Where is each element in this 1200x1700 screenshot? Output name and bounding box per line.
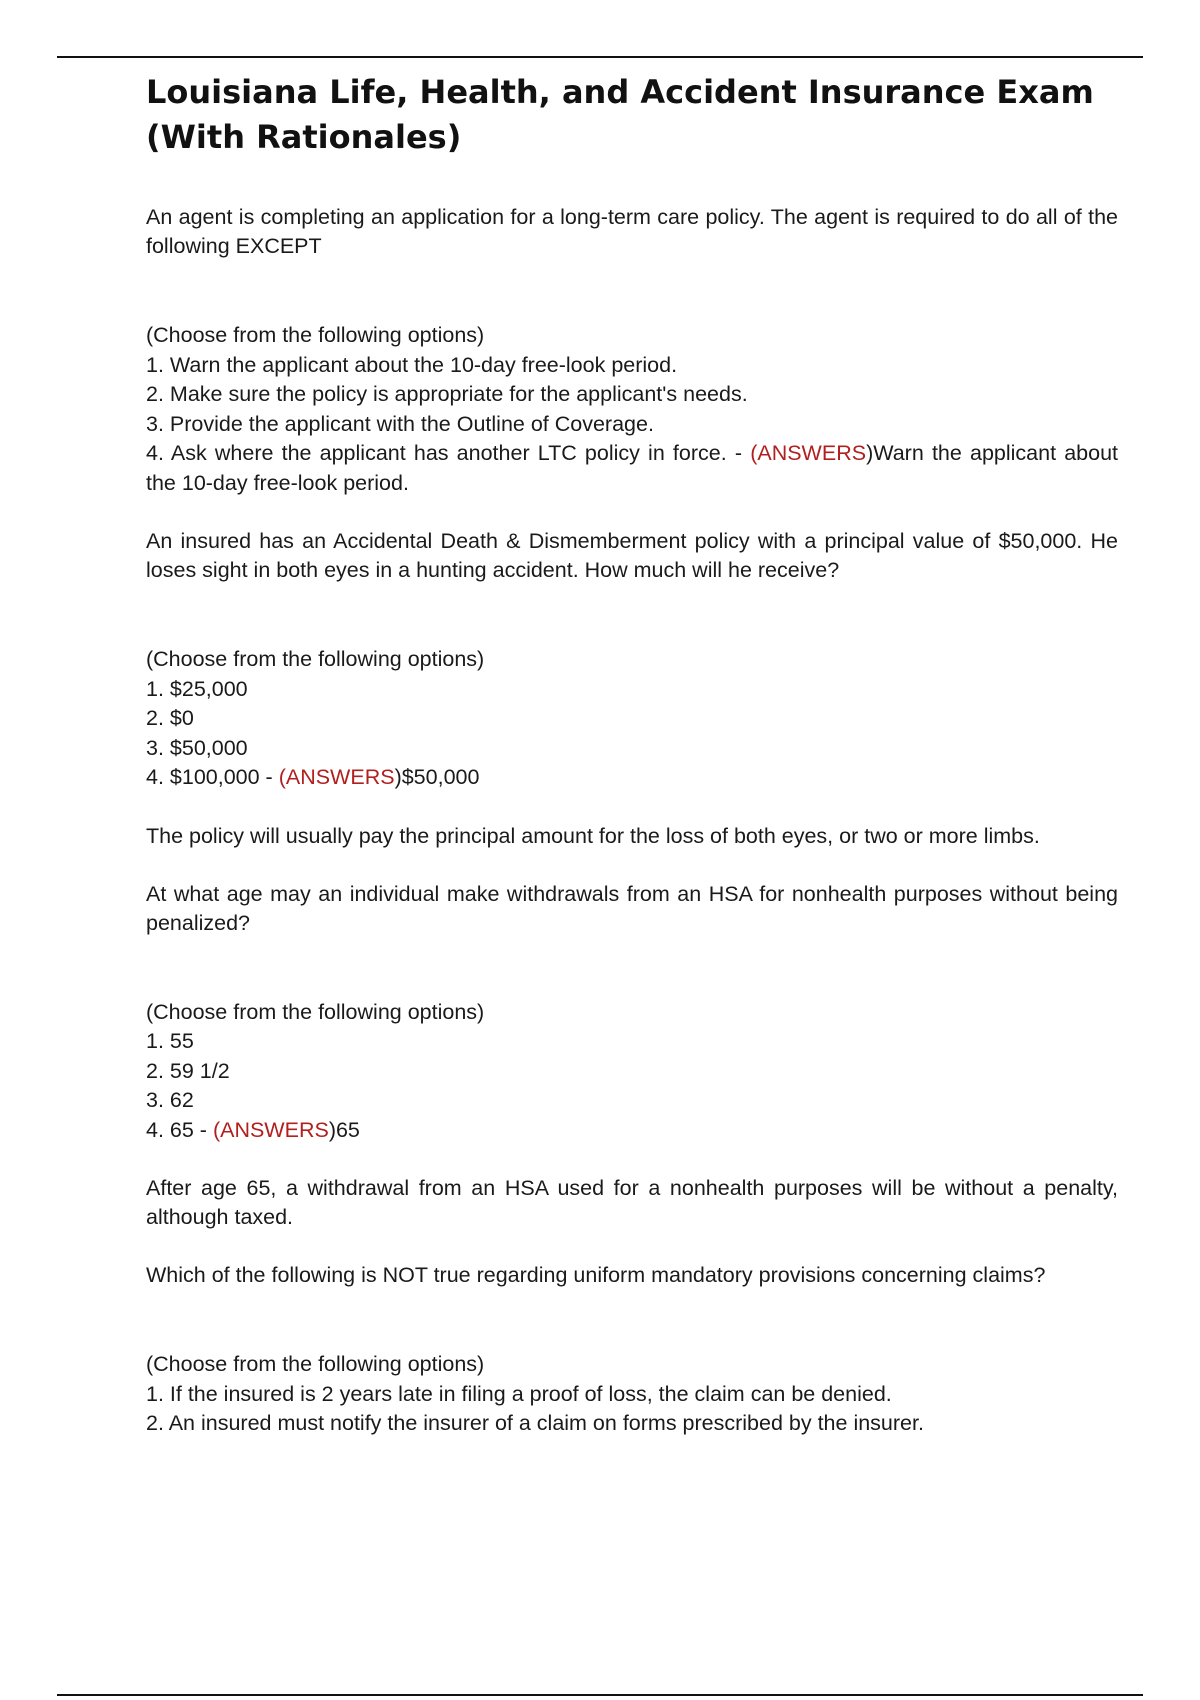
option-item-with-answer [146,1116,1118,1146]
option-item: 2. 59 1/2 [146,1058,230,1083]
answer-tag: (ANSWERS [212,1117,329,1142]
options-list [146,645,1118,793]
option-item-with-answer [146,763,1118,793]
answer-text: )$50,000 [394,765,480,789]
choose-label: (Choose from the following options) [146,323,485,347]
option-item-with-answer [146,439,1118,498]
answer-tag: (ANSWERS [278,765,395,789]
options-list [146,1350,1118,1439]
option-item: 3. Provide the applicant with the Outline of Coverage. [146,411,654,436]
option-item: 2. $0 [146,706,194,730]
rationale-text: The policy will usually pay the principal amount for the loss of both eyes, or two or more limbs. [146,823,1040,848]
question-block [146,880,1118,1233]
top-rule [57,56,1143,58]
choose-label: (Choose from the following options) [146,647,485,671]
document-body [146,70,1118,1439]
options-list [146,321,1118,498]
option-item: 1. 55 [146,1029,194,1053]
question-block [146,203,1118,498]
question-text: An agent is completing an application for a long-term care policy. The agent is required to do all of the following EXCEPT [146,205,1118,258]
choose-label: (Choose from the following options) [146,1352,485,1376]
option-item: 3. $50,000 [146,735,248,760]
options-list [146,998,1118,1146]
question-block [146,1261,1118,1439]
answer-text: )65 [328,1117,360,1142]
answer-text: )Warn the applicant about the 10-day free-look period. [146,441,1119,495]
option-item: 2. An insured must notify the insurer of a claim on forms prescribed by the insurer. [146,1411,924,1435]
rationale-text: After age 65, a withdrawal from an HSA used for a nonhealth purposes will be without a penalty, although taxed. [146,1176,1118,1229]
bottom-rule [57,1694,1143,1696]
option-item: 1. Warn the applicant about the 10-day free-look period. [146,352,678,377]
option-text: 4. Ask where the applicant has another LTC policy in force. - [146,441,751,465]
question-text: An insured has an Accidental Death & Dismemberment policy with a principal value of $50,000. He loses sight in both eyes in a hunting accident. How much will he receive? [146,529,1118,582]
option-item: 2. Make sure the policy is appropriate for the applicant's needs. [146,382,748,406]
question-text: Which of the following is NOT true regarding uniform mandatory provisions concerning claims? [146,1263,1046,1287]
option-text: 4. $100,000 - [146,765,279,789]
page-title: Louisiana Life, Health, and Accident Insurance Exam (With Rationales) [146,73,1094,156]
question-text: At what age may an individual make withdrawals from an HSA for nonhealth purposes without being penalized? [146,881,1118,935]
option-text: 4. 65 - [146,1117,213,1142]
choose-label: (Choose from the following options) [146,999,485,1024]
question-block [146,527,1118,851]
option-item: 1. If the insured is 2 years late in filing a proof of loss, the claim can be denied. [146,1381,892,1406]
option-item: 1. $25,000 [146,676,248,701]
option-item: 3. 62 [146,1088,194,1112]
answer-tag: (ANSWERS [750,441,867,465]
